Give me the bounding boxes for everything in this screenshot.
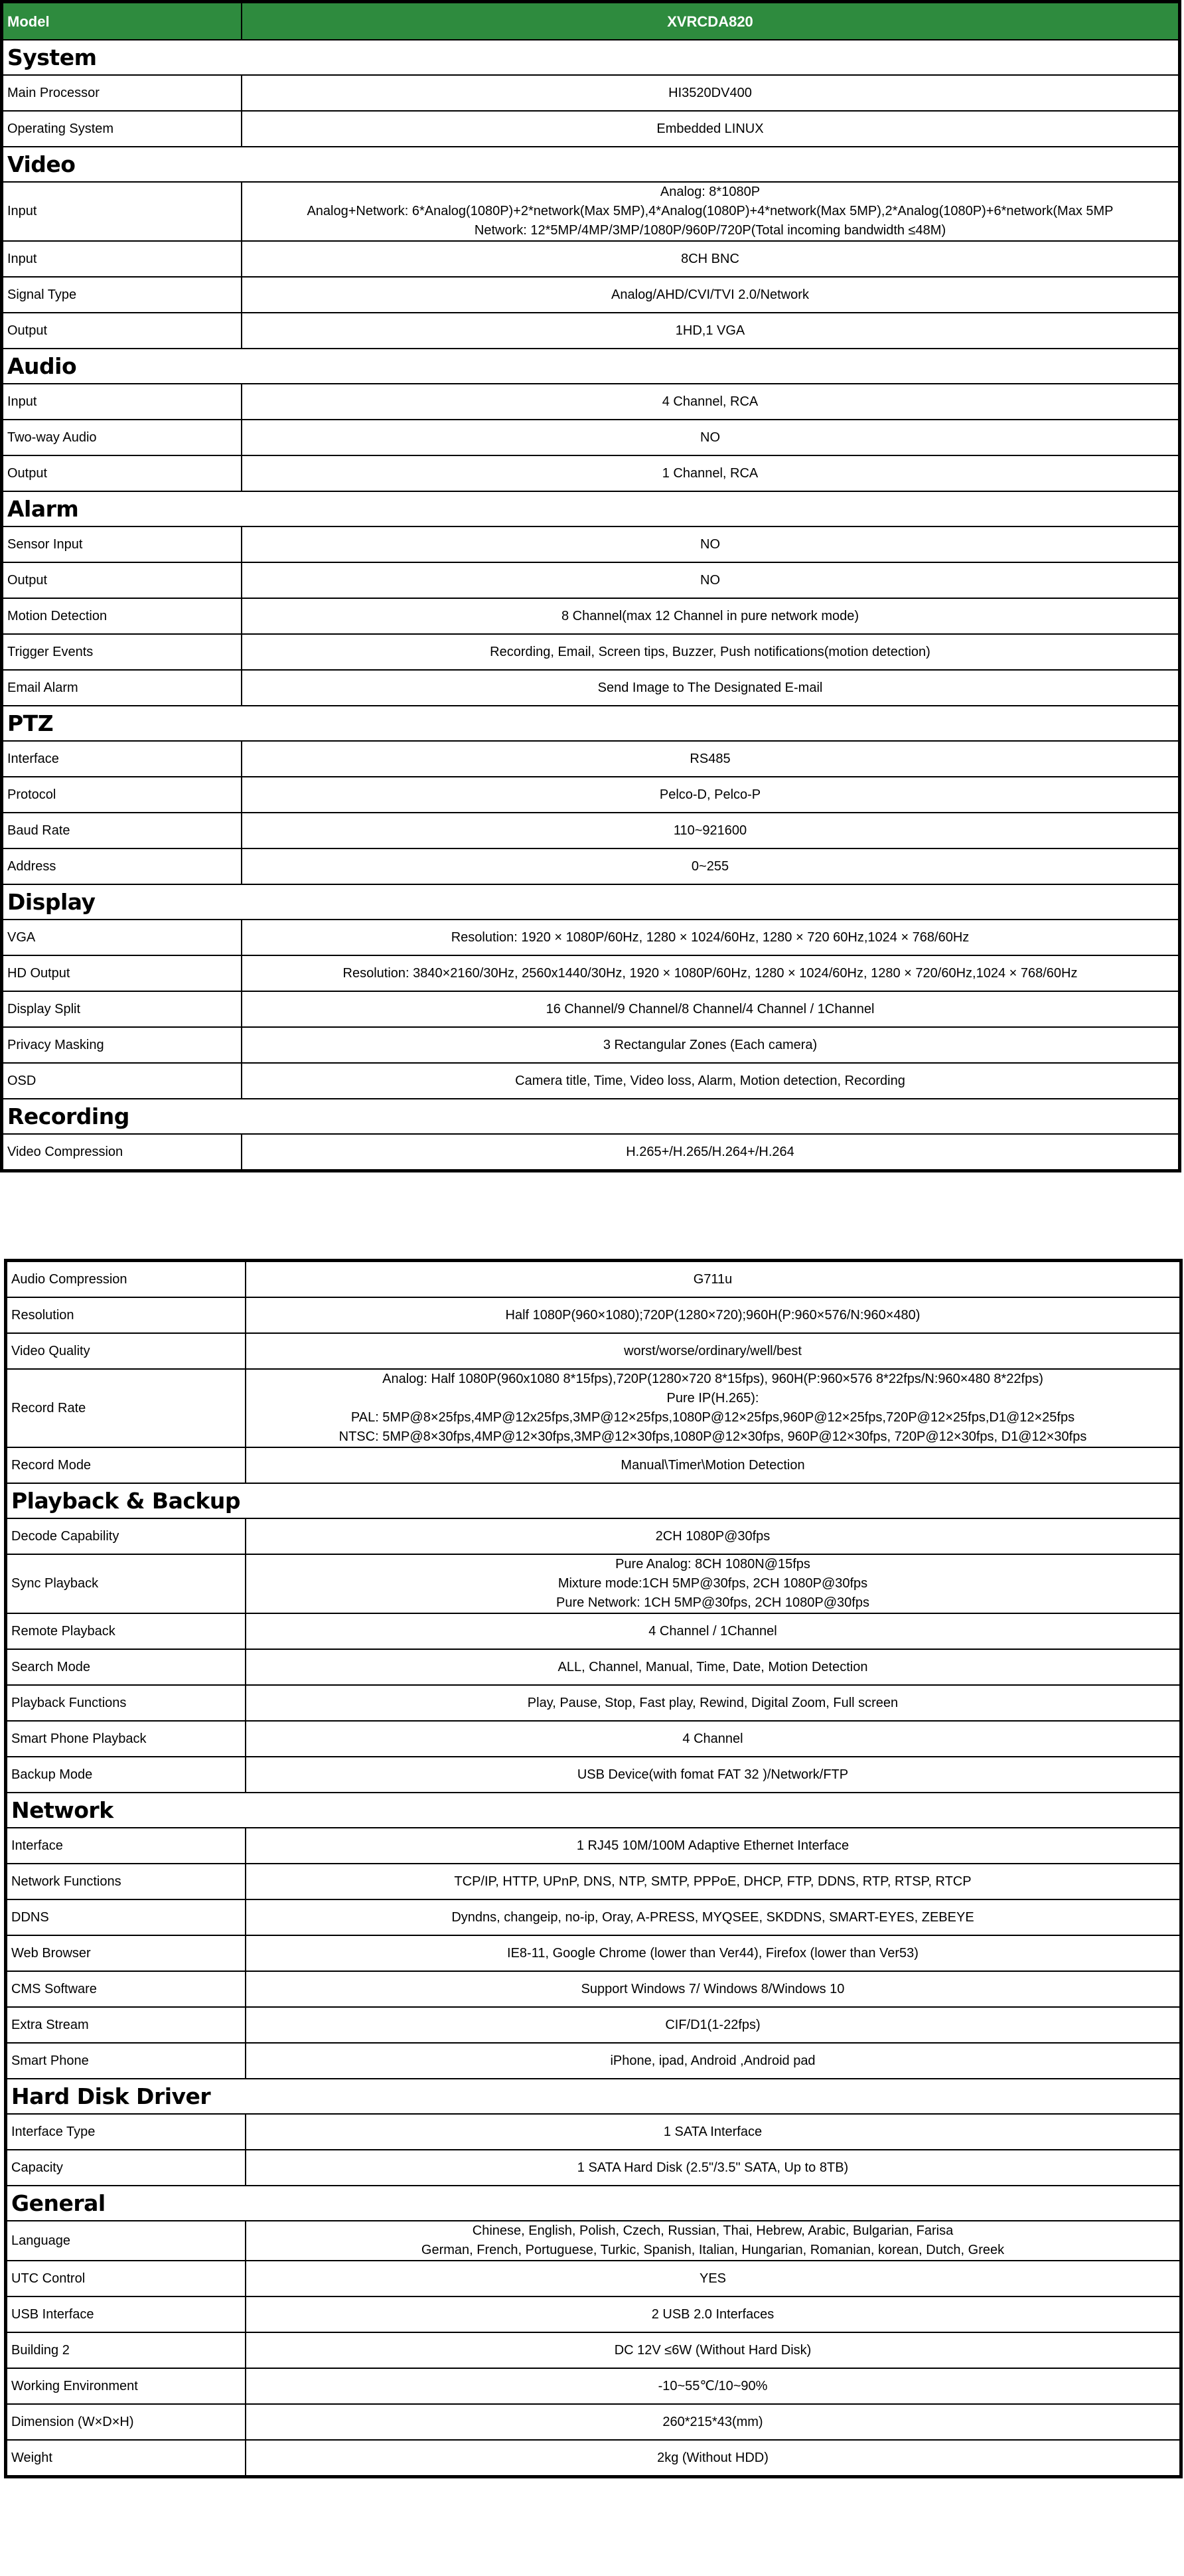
- spec-value: [246, 1685, 1180, 1721]
- spec-value-line: worst/worse/ordinary/well/best: [624, 1343, 802, 1358]
- spec-label: OSD: [3, 1063, 242, 1099]
- section-row-alarm: [3, 491, 1179, 526]
- spec-row-video-quality: [7, 1333, 1180, 1369]
- spec-label: Working Environment: [7, 2368, 246, 2404]
- spec-value-line: TCP/IP, HTTP, UPnP, DNS, NTP, SMTP, PPPoE, DHCP, FTP, DDNS, RTP, RTSP, RTCP: [454, 1874, 972, 1889]
- spec-value: [246, 1369, 1180, 1447]
- spec-value-line: 1HD,1 VGA: [675, 323, 745, 338]
- spec-row-extra-stream: [7, 2007, 1180, 2043]
- spec-value: [246, 2368, 1180, 2404]
- spec-row-signal-type: [3, 277, 1179, 313]
- section-title: Playback & Backup: [7, 1483, 1180, 1518]
- section-row-network: [7, 1793, 1180, 1828]
- spec-value-line: NO: [700, 536, 720, 552]
- spec-value: [242, 182, 1179, 241]
- section-title: Video: [3, 147, 1179, 182]
- spec-value-line: Pelco-D, Pelco-P: [659, 787, 761, 802]
- spec-value: [242, 75, 1179, 111]
- spec-value-line: Analog/AHD/CVI/TVI 2.0/Network: [611, 287, 809, 302]
- spec-value-line: Recording, Email, Screen tips, Buzzer, Push notifications(motion detection): [490, 644, 930, 659]
- spec-value-line: 1 RJ45 10M/100M Adaptive Ethernet Interface: [576, 1838, 850, 1853]
- spec-row-email-alarm: [3, 670, 1179, 706]
- spec-value: [242, 813, 1179, 848]
- spec-value-line: 4 Channel / 1Channel: [648, 1623, 777, 1639]
- spec-value: [242, 1027, 1179, 1063]
- spec-value: [246, 1828, 1180, 1864]
- spec-value: [246, 1899, 1180, 1935]
- spec-label: Resolution: [7, 1297, 246, 1333]
- spec-value: [242, 848, 1179, 884]
- spec-row-protocol: [3, 777, 1179, 813]
- spec-value-line: 1 SATA Hard Disk (2.5"/3.5" SATA, Up to 8TB): [577, 2160, 849, 2175]
- spec-row-building-2: [7, 2332, 1180, 2368]
- spec-row-privacy-masking: [3, 1027, 1179, 1063]
- spec-row-output: [3, 455, 1179, 491]
- spec-row-record-mode: [7, 1447, 1180, 1483]
- section-title: Display: [3, 884, 1179, 920]
- spec-label: Operating System: [3, 111, 242, 147]
- spec-value: [246, 2007, 1180, 2043]
- spec-row-trigger-events: [3, 634, 1179, 670]
- section-row-playback-backup: [7, 1483, 1180, 1518]
- spec-label: Decode Capability: [7, 1518, 246, 1554]
- spec-value-line: 16 Channel/9 Channel/8 Channel/4 Channel / 1Channel: [546, 1001, 875, 1016]
- spec-label: Display Split: [3, 991, 242, 1027]
- spec-value-line: 4 Channel, RCA: [662, 394, 759, 409]
- spec-row-input: [3, 384, 1179, 420]
- section-title: Recording: [3, 1099, 1179, 1134]
- spec-value: [242, 741, 1179, 777]
- spec-label: Trigger Events: [3, 634, 242, 670]
- spec-label: Output: [3, 562, 242, 598]
- spec-value: [242, 241, 1179, 277]
- section-row-recording: [3, 1099, 1179, 1134]
- spec-row-motion-detection: [3, 598, 1179, 634]
- spec-row-baud-rate: [3, 813, 1179, 848]
- spec-value-line: USB Device(with fomat FAT 32 )/Network/FTP: [577, 1767, 849, 1782]
- spec-value-line: Analog: Half 1080P(960x1080 8*15fps),720P(1280×720 8*15fps), 960H(P:960×576 8*22fps/N:960×480 8*22fps): [382, 1372, 1043, 1386]
- spec-value-line: German, French, Portuguese, Turkic, Spanish, Italian, Hungarian, Romanian, korean, Dutch, Greek: [421, 2243, 1005, 2257]
- spec-value: [242, 562, 1179, 598]
- spec-value-line: Resolution: 3840×2160/30Hz, 2560x1440/30Hz, 1920 × 1080P/60Hz, 1280 × 1024/60Hz, 1280 × 720/60Hz,1024 × 768/60Hz: [342, 965, 1078, 981]
- spec-row-interface: [7, 1828, 1180, 1864]
- spec-value: [246, 1261, 1180, 1297]
- spec-value-line: Pure Network: 1CH 5MP@30fps, 2CH 1080P@30fps: [556, 1595, 869, 1610]
- spec-label: Privacy Masking: [3, 1027, 242, 1063]
- spec-table-part-2: [4, 1259, 1183, 2478]
- spec-value-line: NO: [700, 572, 720, 588]
- spec-label: VGA: [3, 920, 242, 955]
- section-row-video: [3, 147, 1179, 182]
- spec-row-backup-mode: [7, 1757, 1180, 1793]
- spec-label: Input: [3, 241, 242, 277]
- spec-row-ddns: [7, 1899, 1180, 1935]
- spec-value-line: 2CH 1080P@30fps: [655, 1528, 771, 1544]
- section-row-system: [3, 40, 1179, 75]
- spec-value: [246, 1757, 1180, 1793]
- spec-label: HD Output: [3, 955, 242, 991]
- spec-value-line: 8 Channel(max 12 Channel in pure network mode): [561, 608, 859, 623]
- spec-row-utc-control: [7, 2261, 1180, 2296]
- spec-row-output: [3, 562, 1179, 598]
- spec-value-line: Embedded LINUX: [656, 121, 764, 136]
- spec-label: Sensor Input: [3, 526, 242, 562]
- spec-value: [246, 2150, 1180, 2186]
- spec-value-line: Half 1080P(960×1080);720P(1280×720);960H(P:960×576/N:960×480): [505, 1307, 921, 1323]
- spec-value: [242, 420, 1179, 455]
- spec-row-interface: [3, 741, 1179, 777]
- spec-label: Address: [3, 848, 242, 884]
- spec-row-usb-interface: [7, 2296, 1180, 2332]
- spec-value-line: DC 12V ≤6W (Without Hard Disk): [614, 2342, 812, 2358]
- section-title: Hard Disk Driver: [7, 2079, 1180, 2114]
- spec-value-line: 260*215*43(mm): [662, 2414, 763, 2429]
- spec-value-line: Mixture mode:1CH 5MP@30fps, 2CH 1080P@30fps: [557, 1576, 868, 1591]
- spec-row-interface-type: [7, 2114, 1180, 2150]
- section-row-display: [3, 884, 1179, 920]
- spec-row-weight: [7, 2440, 1180, 2476]
- spec-label: Backup Mode: [7, 1757, 246, 1793]
- spec-label: Video Compression: [3, 1134, 242, 1170]
- spec-value-line: Support Windows 7/ Windows 8/Windows 10: [581, 1981, 845, 1996]
- spec-value: [246, 2114, 1180, 2150]
- spec-row-dimension-w-d-h: [7, 2404, 1180, 2440]
- spec-label: Audio Compression: [7, 1261, 246, 1297]
- spec-label: Language: [7, 2221, 246, 2261]
- section-row-hard-disk-driver: [7, 2079, 1180, 2114]
- spec-value: [242, 920, 1179, 955]
- spec-value-line: Camera title, Time, Video loss, Alarm, Motion detection, Recording: [515, 1073, 905, 1088]
- spec-label: Capacity: [7, 2150, 246, 2186]
- spec-value: [246, 1721, 1180, 1757]
- spec-label: Smart Phone Playback: [7, 1721, 246, 1757]
- spec-label: DDNS: [7, 1899, 246, 1935]
- spec-value-line: Pure Analog: 8CH 1080N@15fps: [615, 1557, 810, 1571]
- spec-label: Search Mode: [7, 1649, 246, 1685]
- header-row: [3, 3, 1179, 40]
- spec-label: UTC Control: [7, 2261, 246, 2296]
- spec-row-video-compression: [3, 1134, 1179, 1170]
- spec-row-record-rate: [7, 1369, 1180, 1447]
- spec-value-line: Play, Pause, Stop, Fast play, Rewind, Digital Zoom, Full screen: [527, 1695, 899, 1710]
- spec-label: USB Interface: [7, 2296, 246, 2332]
- spec-label: Remote Playback: [7, 1613, 246, 1649]
- section-title: Alarm: [3, 491, 1179, 526]
- spec-value: [246, 1297, 1180, 1333]
- spec-label: Dimension (W×D×H): [7, 2404, 246, 2440]
- spec-value-line: H.265+/H.265/H.264+/H.264: [626, 1144, 794, 1159]
- spec-label: Network Functions: [7, 1864, 246, 1899]
- section-title: PTZ: [3, 706, 1179, 741]
- spec-row-display-split: [3, 991, 1179, 1027]
- spec-label: Smart Phone: [7, 2043, 246, 2079]
- spec-value-line: Manual\Timer\Motion Detection: [621, 1457, 805, 1473]
- section-title: General: [7, 2186, 1180, 2221]
- spec-value: [242, 777, 1179, 813]
- spec-value: [246, 1333, 1180, 1369]
- spec-row-hd-output: [3, 955, 1179, 991]
- spec-row-smart-phone-playback: [7, 1721, 1180, 1757]
- spec-value-line: Network: 12*5MP/4MP/3MP/1080P/960P/720P(Total incoming bandwidth ≤48M): [474, 223, 946, 238]
- spec-value: [246, 1935, 1180, 1971]
- spec-row-input: [3, 182, 1179, 241]
- spec-row-osd: [3, 1063, 1179, 1099]
- spec-label: Building 2: [7, 2332, 246, 2368]
- spec-value-line: 110~921600: [673, 823, 747, 838]
- spec-label: Interface Type: [7, 2114, 246, 2150]
- spec-value-line: Resolution: 1920 × 1080P/60Hz, 1280 × 1024/60Hz, 1280 × 720 60Hz,1024 × 768/60Hz: [451, 929, 970, 945]
- spec-label: Weight: [7, 2440, 246, 2476]
- spec-value-line: NO: [700, 430, 720, 445]
- spec-row-audio-compression: [7, 1261, 1180, 1297]
- spec-row-operating-system: [3, 111, 1179, 147]
- spec-value: [242, 111, 1179, 147]
- spec-value-line: Dyndns, changeip, no-ip, Oray, A-PRESS, MYQSEE, SKDDNS, SMART-EYES, ZEBEYE: [451, 1909, 974, 1925]
- spec-table-part-1: [0, 0, 1181, 1172]
- spec-value: [242, 670, 1179, 706]
- spec-label: Extra Stream: [7, 2007, 246, 2043]
- spec-label: Web Browser: [7, 1935, 246, 1971]
- spec-value: [246, 1518, 1180, 1554]
- spec-label: Output: [3, 455, 242, 491]
- spec-label: Video Quality: [7, 1333, 246, 1369]
- spec-value: [246, 2261, 1180, 2296]
- section-title: System: [3, 40, 1179, 75]
- spec-value: [246, 1864, 1180, 1899]
- spec-row-cms-software: [7, 1971, 1180, 2007]
- spec-value: [242, 1063, 1179, 1099]
- spec-label: Baud Rate: [3, 813, 242, 848]
- spec-label: Input: [3, 182, 242, 241]
- spec-row-network-functions: [7, 1864, 1180, 1899]
- spec-row-search-mode: [7, 1649, 1180, 1685]
- spec-label: Email Alarm: [3, 670, 242, 706]
- spec-row-capacity: [7, 2150, 1180, 2186]
- spec-value-line: 2kg (Without HDD): [657, 2450, 769, 2465]
- spec-value-line: G711u: [693, 1271, 733, 1287]
- spec-value-line: 1 Channel, RCA: [662, 465, 759, 481]
- spec-label: CMS Software: [7, 1971, 246, 2007]
- spec-value-line: ALL, Channel, Manual, Time, Date, Motion Detection: [557, 1659, 868, 1674]
- spec-row-output: [3, 313, 1179, 349]
- spec-row-vga: [3, 920, 1179, 955]
- spec-label: Interface: [7, 1828, 246, 1864]
- spec-label: Main Processor: [3, 75, 242, 111]
- spec-value-line: 3 Rectangular Zones (Each camera): [603, 1037, 818, 1052]
- spec-value-line: IE8-11, Google Chrome (lower than Ver44), Firefox (lower than Ver53): [507, 1945, 919, 1961]
- spec-value-line: Chinese, English, Polish, Czech, Russian, Thai, Hebrew, Arabic, Bulgarian, Farisa: [472, 2223, 954, 2238]
- spec-row-address: [3, 848, 1179, 884]
- spec-row-resolution: [7, 1297, 1180, 1333]
- spec-value-line: RS485: [690, 751, 731, 766]
- spec-value-line: NTSC: 5MP@8×30fps,4MP@12×30fps,3MP@12×30fps,1080P@12×30fps, 960P@12×30fps, 720P@12×30fps, D1@12×30fps: [338, 1429, 1087, 1444]
- spec-row-sync-playback: [7, 1554, 1180, 1613]
- spec-label: Record Mode: [7, 1447, 246, 1483]
- spec-value-line: -10~55℃/10~90%: [658, 2378, 768, 2393]
- header-model-value: XVRCDA820: [242, 3, 1179, 40]
- spec-value: [246, 2440, 1180, 2476]
- spec-value-line: 4 Channel: [682, 1731, 743, 1746]
- spec-label: Record Rate: [7, 1369, 246, 1447]
- spec-value-line: YES: [699, 2271, 727, 2286]
- spec-row-remote-playback: [7, 1613, 1180, 1649]
- section-title: Network: [7, 1793, 1180, 1828]
- spec-value: [246, 2043, 1180, 2079]
- spec-value: [246, 2296, 1180, 2332]
- spec-value-line: CIF/D1(1-22fps): [665, 2017, 761, 2032]
- spec-value: [242, 598, 1179, 634]
- spec-value-line: iPhone, ipad, Android ,Android pad: [610, 2053, 816, 2068]
- spec-value: [242, 277, 1179, 313]
- spec-value-line: Pure IP(H.265):: [666, 1391, 759, 1406]
- spec-label: Protocol: [3, 777, 242, 813]
- spec-value: [242, 1134, 1179, 1170]
- spec-value: [246, 1971, 1180, 2007]
- spec-value: [246, 1613, 1180, 1649]
- spec-row-two-way-audio: [3, 420, 1179, 455]
- spec-row-main-processor: [3, 75, 1179, 111]
- spec-label: Playback Functions: [7, 1685, 246, 1721]
- spec-label: Output: [3, 313, 242, 349]
- header-label: Model: [3, 3, 242, 40]
- spec-row-web-browser: [7, 1935, 1180, 1971]
- spec-value-line: Analog+Network: 6*Analog(1080P)+2*network(Max 5MP),4*Analog(1080P)+4*network(Max 5MP),2*Analog(1080P)+6*network(Max 5MP: [307, 204, 1114, 218]
- spec-label: Signal Type: [3, 277, 242, 313]
- section-row-ptz: [3, 706, 1179, 741]
- spec-value: [242, 313, 1179, 349]
- spec-row-playback-functions: [7, 1685, 1180, 1721]
- spec-value: [242, 955, 1179, 991]
- spec-value-line: 2 USB 2.0 Interfaces: [651, 2306, 775, 2322]
- spec-value-line: 8CH BNC: [681, 251, 739, 266]
- spec-value: [242, 455, 1179, 491]
- spec-value: [246, 1447, 1180, 1483]
- spec-row-working-environment: [7, 2368, 1180, 2404]
- spec-value-line: 1 SATA Interface: [663, 2124, 763, 2139]
- spec-label: Two-way Audio: [3, 420, 242, 455]
- spec-value: [246, 1649, 1180, 1685]
- spec-row-decode-capability: [7, 1518, 1180, 1554]
- spec-value: [242, 384, 1179, 420]
- spec-value-line: Analog: 8*1080P: [660, 185, 761, 199]
- spec-value-line: HI3520DV400: [668, 85, 752, 100]
- spec-label: Motion Detection: [3, 598, 242, 634]
- spec-row-input: [3, 241, 1179, 277]
- spec-value: [242, 526, 1179, 562]
- spec-value-line: Send Image to The Designated E-mail: [597, 680, 823, 695]
- section-row-general: [7, 2186, 1180, 2221]
- spec-value-line: PAL: 5MP@8×25fps,4MP@12x25fps,3MP@12×25fps,1080P@12×25fps,960P@12×25fps,720P@12×25fps,D1@12×25fps: [350, 1410, 1075, 1425]
- spec-value: [246, 2404, 1180, 2440]
- spec-row-smart-phone: [7, 2043, 1180, 2079]
- spec-row-sensor-input: [3, 526, 1179, 562]
- spec-value: [246, 2221, 1180, 2261]
- section-title: Audio: [3, 349, 1179, 384]
- section-row-audio: [3, 349, 1179, 384]
- spec-value: [246, 2332, 1180, 2368]
- spec-label: Sync Playback: [7, 1554, 246, 1613]
- spec-label: Input: [3, 384, 242, 420]
- spec-value-line: 0~255: [691, 858, 729, 874]
- spec-value: [242, 991, 1179, 1027]
- spec-row-language: [7, 2221, 1180, 2261]
- spec-value: [246, 1554, 1180, 1613]
- spec-label: Interface: [3, 741, 242, 777]
- spec-value: [242, 634, 1179, 670]
